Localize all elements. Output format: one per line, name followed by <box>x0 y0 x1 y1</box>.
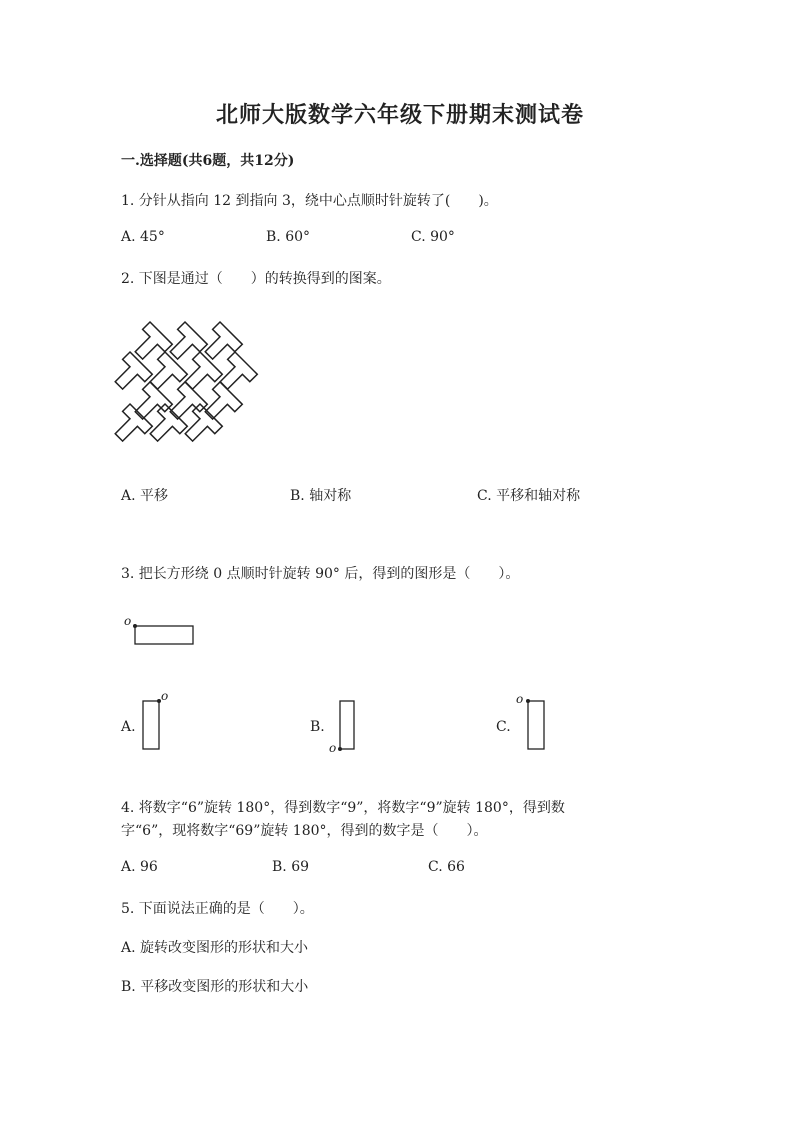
question-2-option-b[interactable]: B. 轴对称 <box>290 488 352 504</box>
question-1-option-a[interactable]: A. 45° <box>121 229 165 245</box>
question-3-option-c[interactable]: C. <box>496 719 511 735</box>
question-2-option-a[interactable]: A. 平移 <box>121 488 169 504</box>
question-4-option-c[interactable]: C. 66 <box>428 859 465 875</box>
section-heading: 一.选择题(共6题，共12分) <box>121 153 295 169</box>
option-c-point-label: o <box>516 692 524 706</box>
question-4-option-a[interactable]: A. 96 <box>121 859 158 875</box>
page-title: 北师大版数学六年级下册期末测试卷 <box>215 102 584 128</box>
question-1-option-c[interactable]: C. 90° <box>411 229 455 245</box>
option-a-rectangle <box>143 689 168 749</box>
question-2-stem: 2. 下图是通过（ ）的转换得到的图案。 <box>121 271 391 287</box>
question-2-option-c[interactable]: C. 平移和轴对称 <box>477 488 581 504</box>
question-4-stem-line-2: 字“6”，现将数字“69”旋转 180°，得到的数字是（ ）。 <box>121 823 488 839</box>
option-b-point-label: o <box>329 741 337 755</box>
question-4-stem-line-1: 4. 将数字“6”旋转 180°，得到数字“9”，将数字“9”旋转 180°，得到数 <box>121 800 565 816</box>
option-c-rectangle <box>516 692 544 749</box>
original-rectangle <box>124 614 193 644</box>
question-5-option-b[interactable]: B. 平移改变图形的形状和大小 <box>121 979 309 995</box>
question-1-stem: 1. 分针从指向 12 到指向 3，绕中心点顺时针旋转了( )。 <box>121 193 498 209</box>
question-3-option-a[interactable]: A. <box>121 719 136 735</box>
question-4-option-b[interactable]: B. 69 <box>272 859 310 875</box>
question-1-option-b[interactable]: B. 60° <box>266 229 311 245</box>
option-b-rectangle <box>329 701 354 755</box>
original-point-label: o <box>124 614 132 628</box>
option-a-point-label: o <box>161 689 169 703</box>
question-3-option-b[interactable]: B. <box>310 719 325 735</box>
question-5-option-a[interactable]: A. 旋转改变图形的形状和大小 <box>121 940 309 956</box>
question-5-stem: 5. 下面说法正确的是（ ）。 <box>121 901 314 917</box>
question-3-stem: 3. 把长方形绕 0 点顺时针旋转 90° 后，得到的图形是（ ）。 <box>121 566 520 582</box>
